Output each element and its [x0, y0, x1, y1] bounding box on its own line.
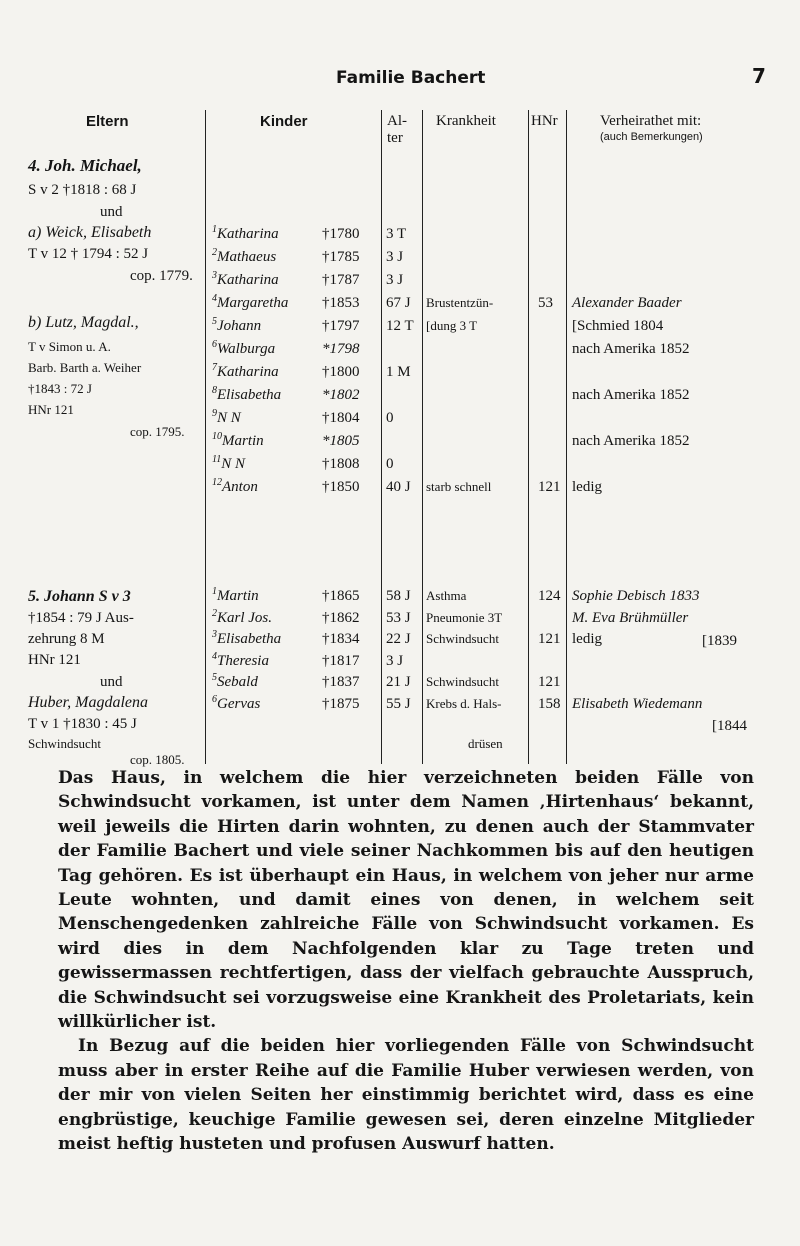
child-krankheit: starb schnell: [426, 479, 492, 494]
column-rule-2: [381, 110, 382, 764]
family4-head: 4. Joh. Michael,: [28, 156, 142, 175]
child-name: $^1$Martin: [212, 586, 259, 604]
child-date: †1804: [322, 410, 360, 426]
child-date: †1780: [322, 226, 360, 242]
family5-cop: cop. 1805.: [130, 752, 185, 767]
family5-line5: Schwindsucht: [28, 736, 101, 751]
child-date: *1802: [322, 387, 360, 403]
child-name: $^5$Johann: [212, 316, 262, 334]
child-verheiratet: ledig: [572, 479, 602, 495]
child-date: †1787: [322, 272, 360, 288]
child-date: †1800: [322, 364, 360, 380]
child-name: $^7$Katharina: [212, 362, 279, 380]
child-date: *1805: [322, 433, 360, 449]
child-age: 1 M: [386, 364, 411, 380]
child-age: 40 J: [386, 479, 411, 495]
family4-b-line4: HNr 121: [28, 402, 74, 417]
family4-b-cop: cop. 1795.: [130, 424, 185, 439]
child-krankheit: Pneumonie 3T: [426, 609, 503, 625]
col-header-kinder: Kinder: [260, 113, 308, 130]
child-krankheit: Schwindsucht: [426, 674, 499, 689]
child-hnr: 121: [538, 479, 561, 495]
child-verheiratet: Elisabeth Wiedemann: [572, 695, 703, 712]
child-name: $^3$Katharina: [212, 270, 279, 288]
family4-b-name: b) Lutz, Magdal.,: [28, 314, 139, 331]
family5-extra-krank: drüsen: [468, 736, 503, 751]
col-header-verheiratet: Verheirathet mit:: [600, 113, 702, 129]
child-age: 3 T: [386, 226, 407, 242]
child-date: †1817: [322, 652, 360, 669]
child-date: †1785: [322, 249, 360, 265]
child-date: †1862: [322, 609, 360, 626]
family5-name2: Huber, Magdalena: [28, 694, 148, 711]
family4-und: und: [100, 204, 123, 220]
page-number: 7: [752, 64, 766, 88]
child-date: †1837: [322, 674, 360, 690]
child-hnr: 53: [538, 295, 553, 311]
col-header-verheiratet-sub: (auch Bemerkungen): [600, 131, 703, 143]
child-age: 55 J: [386, 695, 411, 712]
child-krankheit: Brustentzün-: [426, 295, 494, 310]
child-verheiratet: [Schmied 1804: [572, 318, 664, 334]
column-rule-1: [205, 110, 206, 764]
child-name: $^2$Karl Jos.: [212, 607, 273, 626]
child-name: $^{11}$N N: [212, 454, 246, 472]
column-rule-3: [422, 110, 423, 764]
child-date: *1798: [322, 341, 360, 357]
child-name: $^{12}$Anton: [212, 477, 258, 495]
col-header-krankheit: Krankheit: [436, 113, 496, 129]
family4-b-line1: T v Simon u. A.: [28, 339, 111, 354]
family5-line2: zehrung 8 M: [28, 631, 105, 647]
child-verheiratet: M. Eva Brühmüller: [572, 609, 689, 626]
child-age: 22 J: [386, 631, 411, 647]
child-age: 3 J: [386, 652, 404, 669]
child-hnr: 124: [538, 588, 561, 604]
family5-und: und: [100, 674, 123, 690]
child-name: $^5$Sebald: [212, 672, 258, 690]
child-krankheit: Schwindsucht: [426, 631, 499, 646]
child-hnr: 121: [538, 674, 561, 690]
col-header-eltern: Eltern: [86, 113, 129, 130]
family5-line1: †1854 : 79 J Aus-: [28, 610, 134, 626]
child-hnr: 158: [538, 695, 561, 712]
child-krankheit: Asthma: [426, 588, 467, 603]
family4-a-cop: cop. 1779.: [130, 268, 193, 284]
family5-verh-1839: [1839: [702, 633, 737, 649]
child-age: 0: [386, 410, 394, 426]
child-date: †1850: [322, 479, 360, 495]
col-header-hnr: HNr: [531, 113, 558, 129]
column-rule-5: [566, 110, 567, 764]
child-age: 58 J: [386, 588, 411, 604]
family5-line3: HNr 121: [28, 652, 81, 668]
child-date: †1808: [322, 456, 360, 472]
child-age: 21 J: [386, 674, 411, 690]
child-verheiratet: nach Amerika 1852: [572, 341, 690, 357]
child-krankheit: [dung 3 T: [426, 318, 478, 333]
child-age: 12 T: [386, 318, 414, 334]
child-verheiratet: ledig: [572, 631, 602, 647]
child-date: †1797: [322, 318, 360, 334]
child-name: $^4$Theresia: [212, 650, 269, 669]
family4-b-line3: †1843 : 72 J: [28, 381, 92, 396]
col-header-alter: Al- ter: [387, 113, 407, 146]
body-text: [58, 766, 754, 1157]
child-age: 0: [386, 456, 394, 472]
child-name: $^9$N N: [212, 408, 241, 426]
family5-line4: T v 1 †1830 : 45 J: [28, 716, 137, 732]
family5-verh-1844: [1844: [712, 718, 747, 734]
family4-line1: S v 2 †1818 : 68 J: [28, 182, 137, 198]
family4-a-line: T v 12 † 1794 : 52 J: [28, 246, 149, 262]
child-name: $^6$Walburga: [212, 339, 276, 357]
family4-b-line2: Barb. Barth a. Weiher: [28, 360, 142, 375]
child-age: 53 J: [386, 609, 411, 626]
family4-a-name: a) Weick, Elisabeth: [28, 224, 152, 241]
body-paragraph-1: Das Haus, in welchem die hier verzeichneten beiden Fälle von Schwindsucht vorkamen, ist unter dem Namen ‚Hirtenhaus‘ bekannt, weil jeweils die Hirten darin wohnten, zu denen auch der Stammvater der Familie Bachert und viele seiner Nachkommen bis auf den heutigen Tag gehören. Es ist überhaupt ein Haus, in welchem von jeher nur arme Leute wohnten, und damit eines von denen, in welchem seit Menschengedenken zahlreiche Fälle von Schwindsucht vorkamen. Es wird dies in dem Nachfolgenden klar zu Tage treten und gewissermassen rechtfertigen, dass der vielfach gebrauchte Ausspruch, die Schwindsucht sei vorzugsweise eine Krankheit des Proletariats, kein willkürlicher ist.: [58, 768, 754, 1033]
child-date: †1865: [322, 588, 360, 604]
child-date: †1853: [322, 295, 360, 311]
child-verheiratet: nach Amerika 1852: [572, 387, 690, 403]
child-name: $^8$Elisabetha: [212, 385, 282, 403]
child-age: 3 J: [386, 249, 404, 265]
child-name: $^1$Katharina: [212, 224, 279, 242]
child-verheiratet: nach Amerika 1852: [572, 433, 690, 449]
child-krankheit: Krebs d. Hals-: [426, 695, 502, 711]
child-verheiratet: Alexander Baader: [572, 295, 682, 311]
child-hnr: 121: [538, 631, 561, 647]
child-name: $^3$Elisabetha: [212, 629, 282, 647]
child-age: 67 J: [386, 295, 411, 311]
child-name: $^4$Margaretha: [212, 293, 289, 311]
child-verheiratet: Sophie Debisch 1833: [572, 588, 700, 604]
child-name: $^{10}$Martin: [212, 431, 264, 449]
body-paragraph-2: In Bezug auf die beiden hier vorliegenden Fälle von Schwindsucht muss aber in erster Reihe auf die Familie Huber verwiesen werden, von der mir von vielen Seiten her einstimmig berichtet wird, dass es eine engbrüstige, keuchige Familie gewesen sei, deren einzelne Mitglieder meist heftig husteten und profusen Auswurf hatten.: [58, 1036, 754, 1155]
child-date: †1834: [322, 631, 360, 647]
child-name: $^2$Mathaeus: [212, 247, 277, 265]
family5-head: 5. Johann S v 3: [28, 588, 131, 605]
child-date: †1875: [322, 695, 360, 712]
child-age: 3 J: [386, 272, 404, 288]
child-name: $^6$Gervas: [212, 693, 261, 712]
page-header-title: Familie Bachert: [336, 68, 486, 88]
column-rule-4: [528, 110, 529, 764]
